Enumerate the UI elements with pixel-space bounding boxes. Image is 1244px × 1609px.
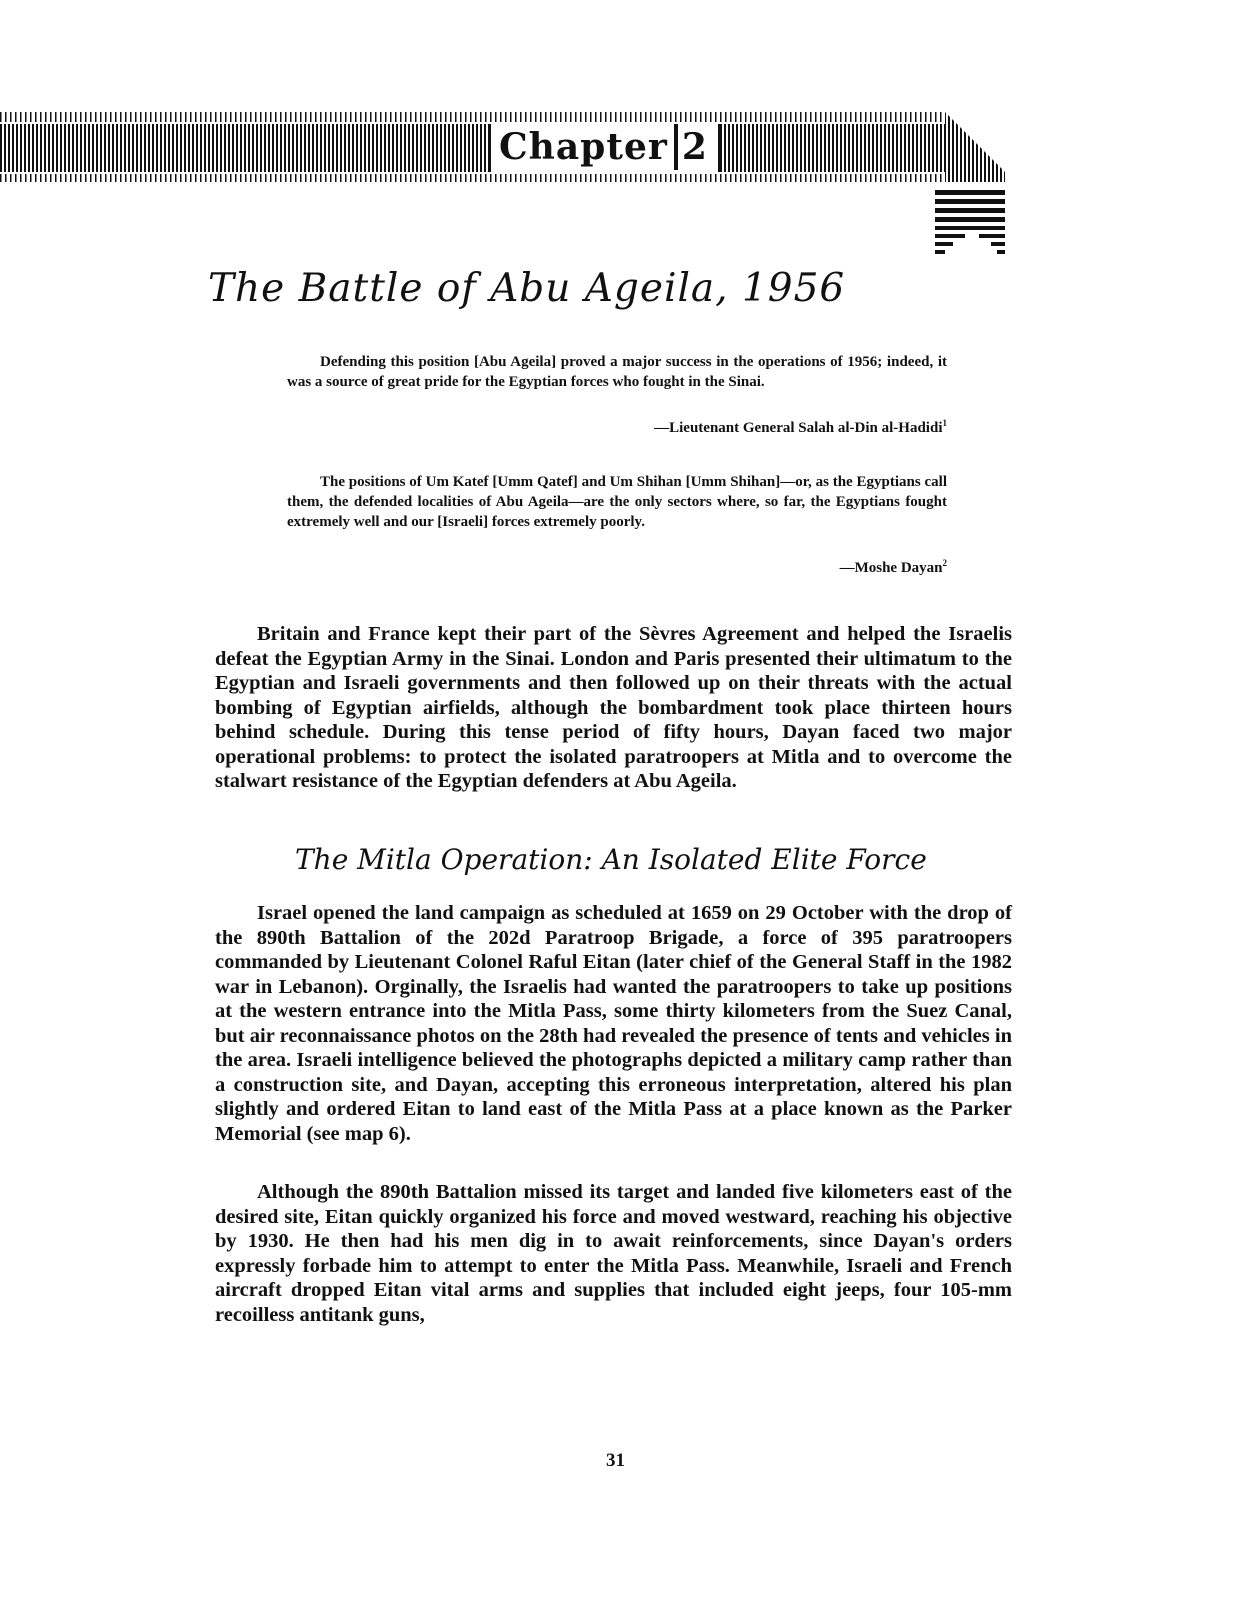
section-paragraph-2: Although the 890th Battalion missed its target and landed five kilometers east of the desired site, Eitan quickly organized his force and moved westward, reaching his objective by 1930. He then had his men dig in to await reinforcements, since Dayan's orders expressly forbade him to attempt to enter the Mitla Pass. Meanwhile, Israeli and French aircraft dropped Eitan vital arms and supplies that included eight jeeps, four 105-mm recoilless antitank guns, (215, 1181, 1012, 1326)
epigraph-2-attribution: —Moshe Dayan$^2$ (839, 558, 947, 576)
epigraph-1-text: Defending this position [Abu Ageila] proved a major success in the operations of 1956; indeed, it was a source of great pride for the Egyptian forces who fought in the Sinai. (287, 354, 947, 390)
intro-paragraph: Britain and France kept their part of the Sèvres Agreement and helped the Israelis defeat the Egyptian Army in the Sinai. London and Paris presented their ultimatum to the Egyptian and Israeli governments and then followed up on their threats with the actual bombing of Egyptian airfields, although the bombardment took place thirteen hours behind schedule. During this tense period of fifty hours, Dayan faced two major operational problems: to protect the isolated paratroopers at Mitla and to overcome the stalwart resistance of the Egyptian defenders at Abu Ageila. (215, 623, 1012, 792)
footnote-ref-2: 2 (942, 558, 947, 568)
chapter-title: The Battle of Abu Ageila, 1956 (208, 266, 846, 311)
corner-ornament-icon (935, 190, 1007, 262)
epigraph-2-text: The positions of Um Katef [Umm Qatef] and Um Shihan [Umm Shihan]—or, as the Egyptians call them, the defended localities of Abu Ageila—are the only sectors where, so far, the Egyptians fought extremely well and our [Israeli] forces extremely poorly. (287, 474, 947, 530)
chapter-number: 2 (674, 124, 708, 170)
section-paragraph-1: Israel opened the land campaign as scheduled at 1659 on 29 October with the drop of the 890th Battalion of the 202d Paratroop Brigade, a force of 395 paratroopers commanded by Lieutenant Colonel Raful Eitan (later chief of the General Staff in the 1982 war in Lebanon). Orginally, the Israelis had wanted the paratroopers to take up positions at the western entrance into the Mitla Pass, some thirty kilometers from the Suez Canal, but air reconnaissance photos on the 28th had revealed the presence of tents and vehicles in the area. Israeli intelligence believed the photographs depicted a military camp rather than a construction site, and Dayan, accepting this erroneous interpretation, altered his plan slightly and ordered Eitan to land east of the Mitla Pass at a place known as the Parker Memorial (see map 6). (215, 902, 1012, 1145)
chapter-label (488, 124, 721, 172)
section-heading: The Mitla Operation: An Isolated Elite Force (295, 843, 927, 876)
epigraph-1 (287, 352, 947, 392)
chapter-word: Chapter (499, 126, 668, 168)
page-number: 31 (606, 1450, 625, 1471)
epigraph-2 (287, 472, 947, 532)
footnote-ref-1: 1 (942, 418, 947, 428)
epigraph-1-attribution: —Lieutenant General Salah al-Din al-Hadidi$^1$ (654, 418, 947, 436)
